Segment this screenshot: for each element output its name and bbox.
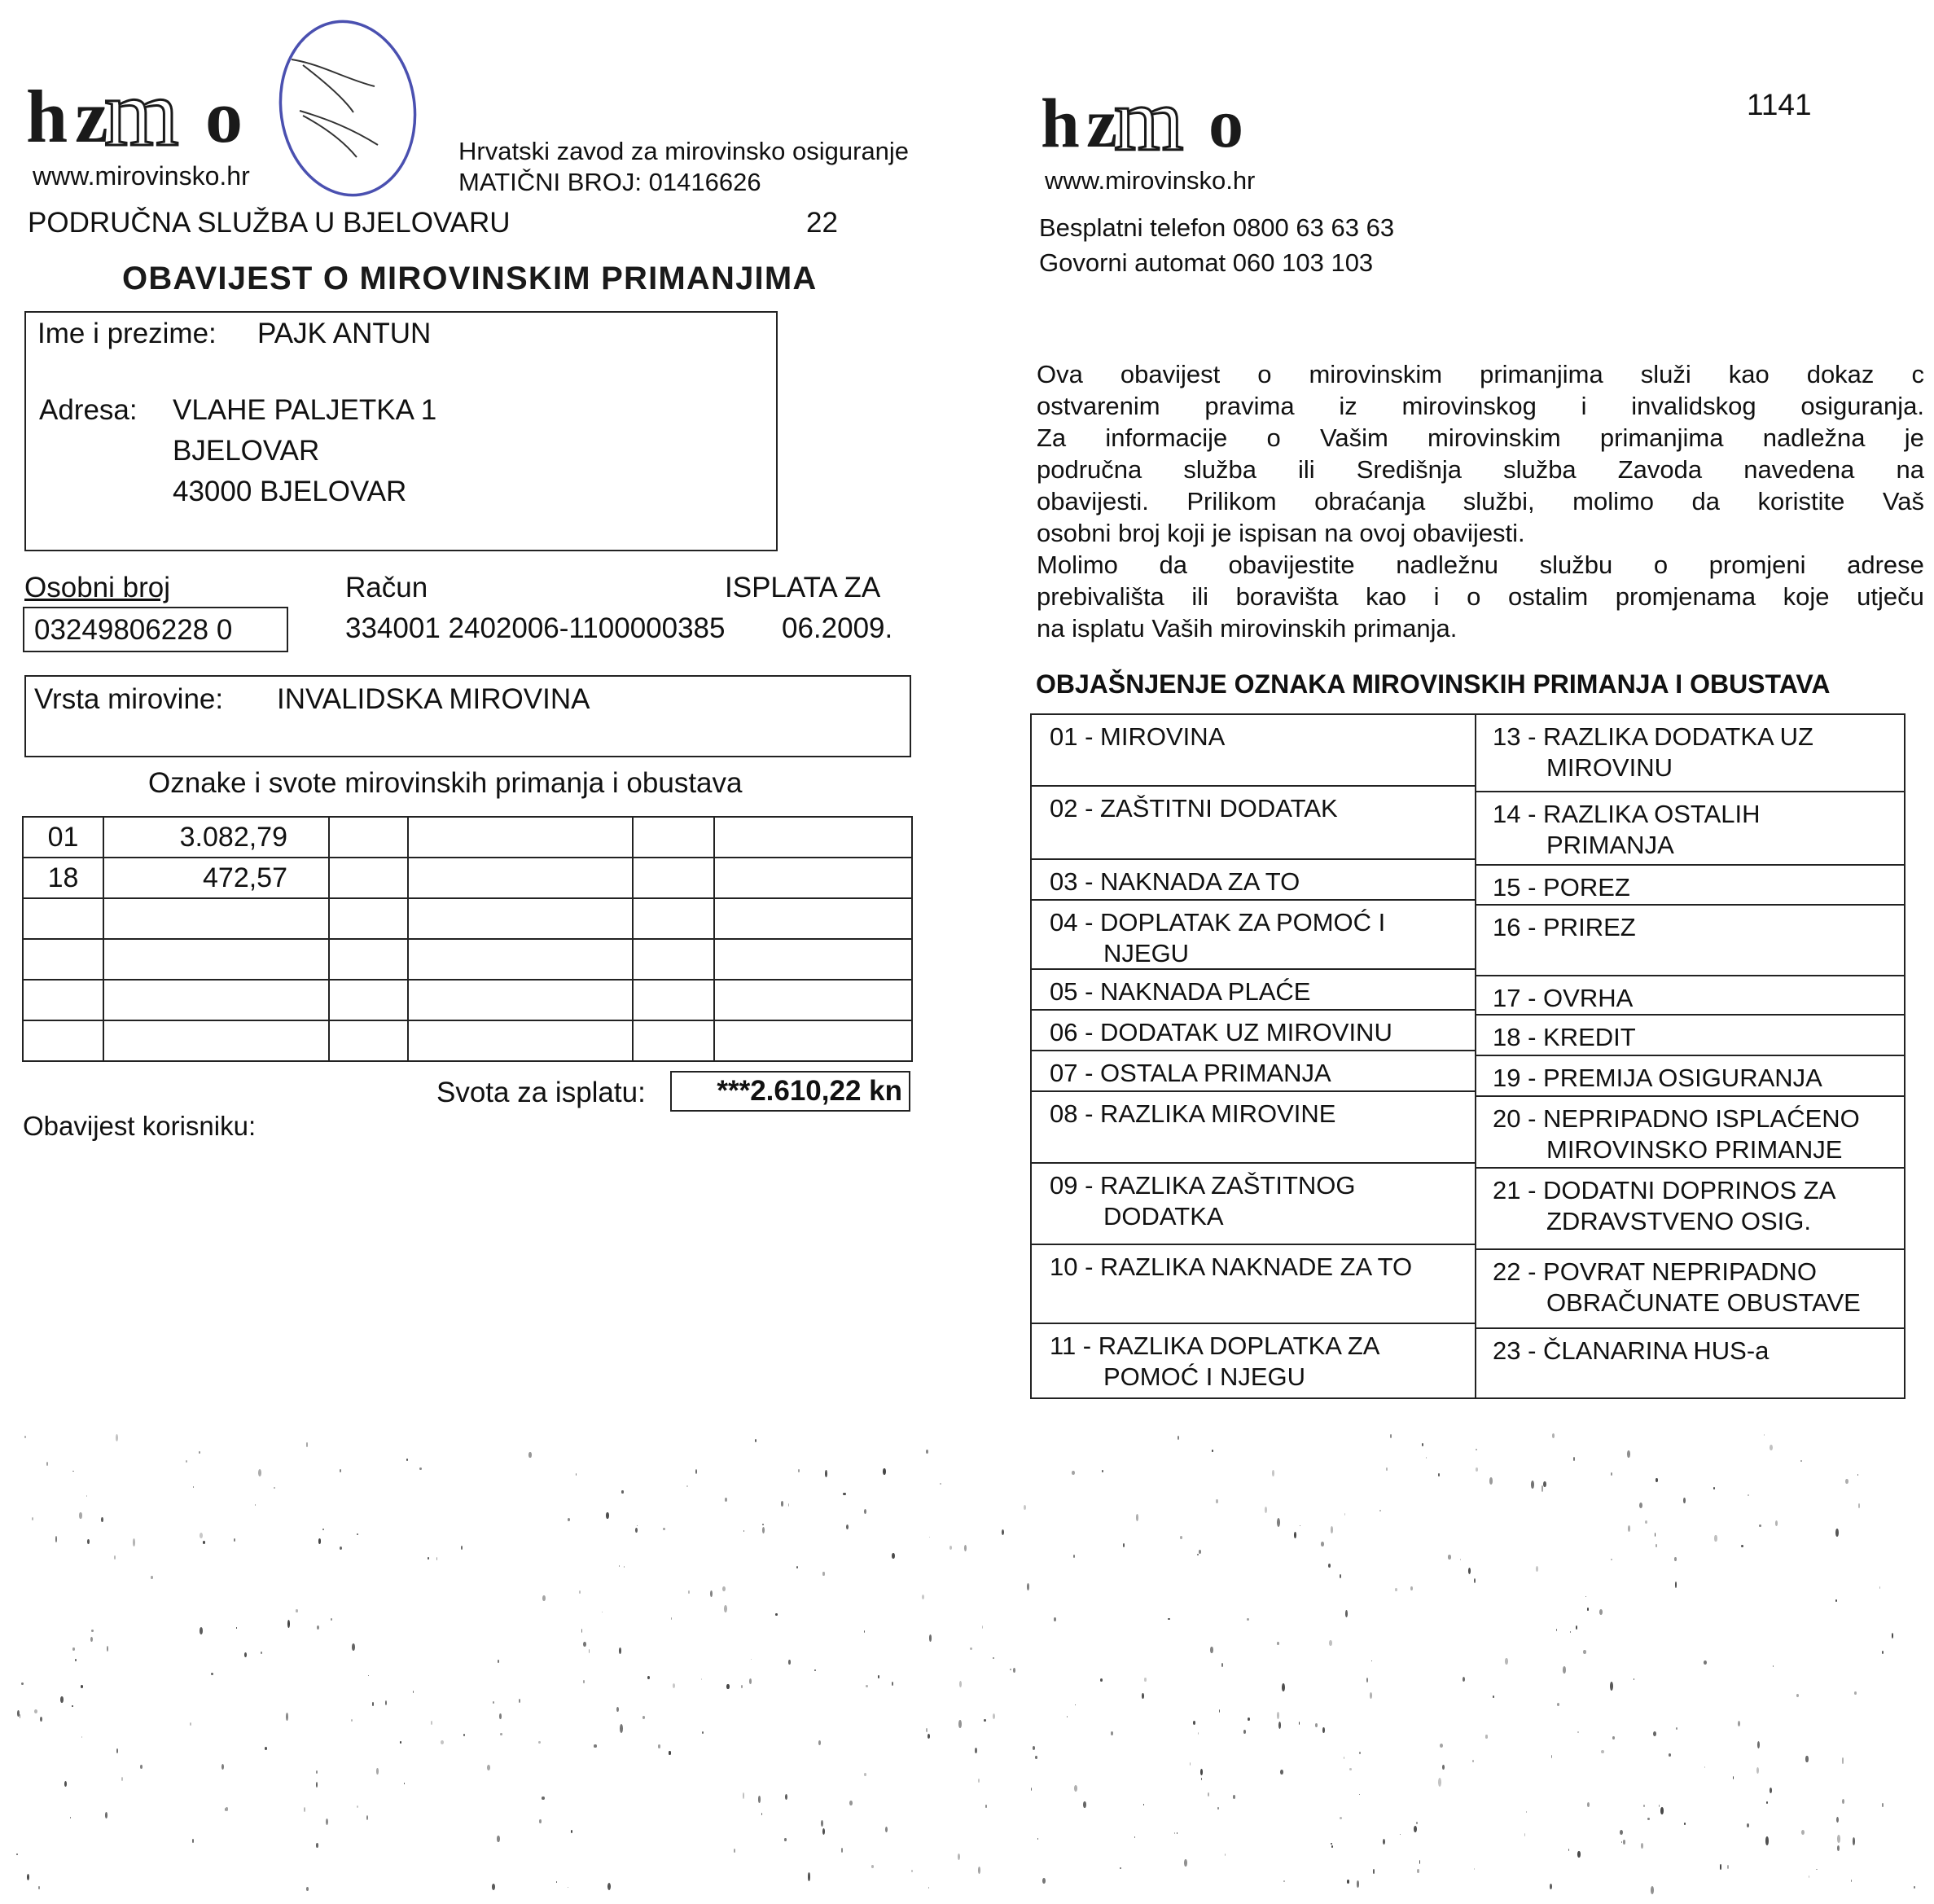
code-legend-line1: 04 - DOPLATAK ZA POMOĆ I (1050, 908, 1386, 937)
code-legend-line2: DODATKA (1103, 1202, 1224, 1231)
website-left: www.mirovinsko.hr (33, 161, 250, 191)
code-legend-line2: NJEGU (1103, 939, 1190, 967)
code-legend-item (1032, 1324, 1475, 1399)
code-legend-line1: 16 - PRIREZ (1493, 913, 1636, 941)
empty-cell (408, 817, 633, 858)
code-legend-item (1032, 787, 1475, 860)
code-legend-item (1032, 1092, 1475, 1164)
document-number: 1141 (1747, 88, 1812, 121)
code-legend-item (1475, 715, 1904, 792)
recipient-name: PAJK ANTUN (257, 318, 432, 349)
amount-code: 18 (23, 858, 103, 898)
code-legend-line1: 06 - DODATAK UZ MIROVINU (1050, 1018, 1392, 1046)
empty-cell (714, 939, 912, 980)
code-legend-item (1475, 1250, 1904, 1329)
amount-code (23, 939, 103, 980)
svg-text:o: o (205, 75, 243, 156)
empty-cell (329, 1020, 408, 1061)
notice-label: Obavijest korisniku: (23, 1111, 257, 1141)
free-phone: Besplatni telefon 0800 63 63 63 (1039, 213, 1395, 242)
svg-text:o: o (1208, 85, 1243, 158)
code-legend-line1: 21 - DODATNI DOPRINOS ZA (1493, 1176, 1836, 1204)
empty-cell (714, 898, 912, 939)
registration-number: MATIČNI BROJ: 01416626 (458, 168, 761, 196)
code-legend-item (1032, 860, 1475, 901)
code-legend-item (1032, 1011, 1475, 1051)
code-legend-line1: 03 - NAKNADA ZA TO (1050, 867, 1300, 896)
code-legend-item (1032, 1051, 1475, 1092)
empty-cell (408, 980, 633, 1020)
recipient-box (24, 311, 778, 551)
empty-cell (633, 980, 714, 1020)
code-legend-line2: PRIMANJA (1546, 831, 1674, 859)
info-paragraph (1037, 358, 1934, 644)
code-legend-item (1475, 1097, 1904, 1169)
empty-cell (714, 858, 912, 898)
code-legend-item (1475, 976, 1904, 1016)
address-line-3: 43000 BJELOVAR (173, 476, 407, 507)
pension-type: INVALIDSKA MIROVINA (277, 683, 590, 715)
amount-row (23, 858, 912, 898)
hzmo-logo-right (1039, 85, 1283, 158)
payment-period: 06.2009. (782, 612, 893, 644)
amount-value (103, 980, 329, 1020)
svg-text:m: m (104, 75, 179, 156)
payment-for-label: ISPLATA ZA (725, 572, 881, 603)
codes-column-right (1475, 715, 1904, 1397)
account-number: 334001 2402006-1100000385 (345, 612, 726, 644)
page-title: OBAVIJEST O MIROVINSKIM PRIMANJIMA (122, 261, 818, 296)
svg-text:z: z (1086, 85, 1118, 158)
code-legend-line1: 14 - RAZLIKA OSTALIH (1493, 800, 1761, 828)
total-label: Svota za isplatu: (436, 1077, 646, 1108)
amount-code (23, 980, 103, 1020)
personal-number-box (23, 607, 288, 652)
code-legend-item (1475, 866, 1904, 906)
code-legend-line1: 02 - ZAŠTITNI DODATAK (1050, 794, 1338, 823)
empty-cell (329, 858, 408, 898)
legend-title: OBJAŠNJENJE OZNAKA MIROVINSKIH PRIMANJA I OBUSTAVA (1036, 669, 1831, 699)
pension-type-label: Vrsta mirovine: (34, 683, 224, 715)
amounts-table (22, 816, 913, 1062)
code-legend-line2: ZDRAVSTVENO OSIG. (1546, 1207, 1811, 1235)
empty-cell (408, 939, 633, 980)
personal-number-label: Osobni broj (24, 572, 170, 603)
code-legend-line2: MIROVINSKO PRIMANJE (1546, 1135, 1843, 1164)
empty-cell (329, 898, 408, 939)
paragraph-line: područna služba ili Središnja služba Zavoda navedena na (1037, 455, 1924, 484)
amount-value: 3.082,79 (103, 817, 329, 858)
code-legend-line1: 05 - NAKNADA PLAĆE (1050, 977, 1311, 1006)
codes-legend-table (1030, 713, 1905, 1399)
total-amount: ***2.610,22 kn (717, 1075, 902, 1107)
amount-value (103, 898, 329, 939)
amount-row (23, 980, 912, 1020)
paragraph-line: prebivališta ili boravišta kao i o ostalim promjenama koje utječu (1037, 582, 1924, 611)
empty-cell (633, 1020, 714, 1061)
amount-value: 472,57 (103, 858, 329, 898)
paragraph-line: Za informacije o Vašim mirovinskim primanjima nadležna je (1037, 423, 1924, 452)
amount-code: 01 (23, 817, 103, 858)
amount-code (23, 1020, 103, 1061)
address-line-2: BJELOVAR (173, 435, 320, 467)
code-legend-item (1475, 1329, 1904, 1399)
paragraph-line: obavijesti. Prilikom obraćanja službi, molimo da koristite Vaš (1037, 487, 1924, 515)
office-code: 22 (806, 207, 838, 239)
code-legend-item (1032, 1245, 1475, 1324)
code-legend-item (1475, 906, 1904, 976)
empty-cell (714, 817, 912, 858)
code-legend-line1: 09 - RAZLIKA ZAŠTITNOG (1050, 1171, 1356, 1200)
empty-cell (408, 1020, 633, 1061)
code-legend-line1: 23 - ČLANARINA HUS-a (1493, 1336, 1770, 1365)
code-legend-line2: OBRAČUNATE OBUSTAVE (1546, 1288, 1861, 1317)
name-label: Ime i prezime: (37, 318, 217, 349)
amounts-caption: Oznake i svote mirovinskih primanja i obustava (148, 767, 743, 799)
website-right: www.mirovinsko.hr (1045, 166, 1256, 195)
code-legend-item (1032, 715, 1475, 787)
codes-column-left (1032, 715, 1476, 1397)
code-legend-line1: 13 - RAZLIKA DODATKA UZ (1493, 722, 1813, 751)
code-legend-line2: POMOĆ I NJEGU (1103, 1362, 1306, 1391)
empty-cell (329, 939, 408, 980)
address-label: Adresa: (39, 394, 138, 426)
amount-value (103, 939, 329, 980)
code-legend-line1: 20 - NEPRIPADNO ISPLAĆENO (1493, 1104, 1860, 1133)
code-legend-line1: 07 - OSTALA PRIMANJA (1050, 1059, 1331, 1087)
amount-row (23, 817, 912, 858)
regional-office: PODRUČNA SLUŽBA U BJELOVARU (28, 207, 511, 239)
svg-text:m: m (1114, 85, 1184, 158)
empty-cell (633, 858, 714, 898)
account-label: Račun (345, 572, 428, 603)
svg-text:h: h (1041, 85, 1080, 158)
address-line-1: VLAHE PALJETKA 1 (173, 394, 437, 426)
code-legend-line1: 15 - POREZ (1493, 873, 1630, 902)
empty-cell (329, 817, 408, 858)
code-legend-item (1475, 1016, 1904, 1056)
paragraph-line: na isplatu Vaših mirovinskih primanja. (1037, 614, 1458, 643)
empty-cell (633, 817, 714, 858)
code-legend-line1: 19 - PREMIJA OSIGURANJA (1493, 1064, 1822, 1092)
personal-number: 03249806228 0 (34, 614, 233, 646)
paragraph-line: Ova obavijest o mirovinskim primanjima služi kao dokaz c (1037, 360, 1924, 388)
svg-text:h: h (26, 75, 68, 156)
code-legend-item (1032, 1164, 1475, 1245)
code-legend-line1: 18 - KREDIT (1493, 1023, 1636, 1051)
code-legend-item (1475, 792, 1904, 866)
empty-cell (714, 1020, 912, 1061)
paragraph-line: ostvarenim pravima iz mirovinskog i invalidskog osiguranja. (1037, 392, 1924, 420)
paragraph-line: osobni broj koji je ispisan na ovoj obavijesti. (1037, 519, 1525, 547)
empty-cell (408, 858, 633, 898)
code-legend-line2: MIROVINU (1546, 753, 1673, 782)
empty-cell (714, 980, 912, 1020)
code-legend-item (1032, 901, 1475, 970)
svg-text:z: z (75, 75, 108, 156)
institution-name: Hrvatski zavod za mirovinsko osiguranje (458, 137, 910, 165)
code-legend-line1: 11 - RAZLIKA DOPLATKA ZA (1050, 1331, 1380, 1360)
amount-row (23, 1020, 912, 1061)
total-amount-box (670, 1071, 910, 1112)
pension-type-box (24, 675, 911, 757)
paragraph-line: Molimo da obavijestite nadležnu službu o promjeni adrese (1037, 551, 1924, 579)
hzmo-logo (24, 75, 285, 156)
empty-cell (633, 939, 714, 980)
empty-cell (329, 980, 408, 1020)
code-legend-line1: 08 - RAZLIKA MIROVINE (1050, 1099, 1336, 1128)
amount-code (23, 898, 103, 939)
voice-service: Govorni automat 060 103 103 (1039, 248, 1374, 277)
amount-row (23, 898, 912, 939)
signature-stamp (270, 15, 425, 206)
code-legend-item (1032, 970, 1475, 1011)
empty-cell (408, 898, 633, 939)
code-legend-line1: 22 - POVRAT NEPRIPADNO (1493, 1257, 1817, 1286)
code-legend-line1: 17 - OVRHA (1493, 984, 1634, 1012)
code-legend-item (1475, 1056, 1904, 1097)
amount-value (103, 1020, 329, 1061)
code-legend-line1: 10 - RAZLIKA NAKNADE ZA TO (1050, 1253, 1413, 1281)
code-legend-item (1475, 1169, 1904, 1250)
empty-cell (633, 898, 714, 939)
amount-row (23, 939, 912, 980)
code-legend-line1: 01 - MIROVINA (1050, 722, 1226, 751)
